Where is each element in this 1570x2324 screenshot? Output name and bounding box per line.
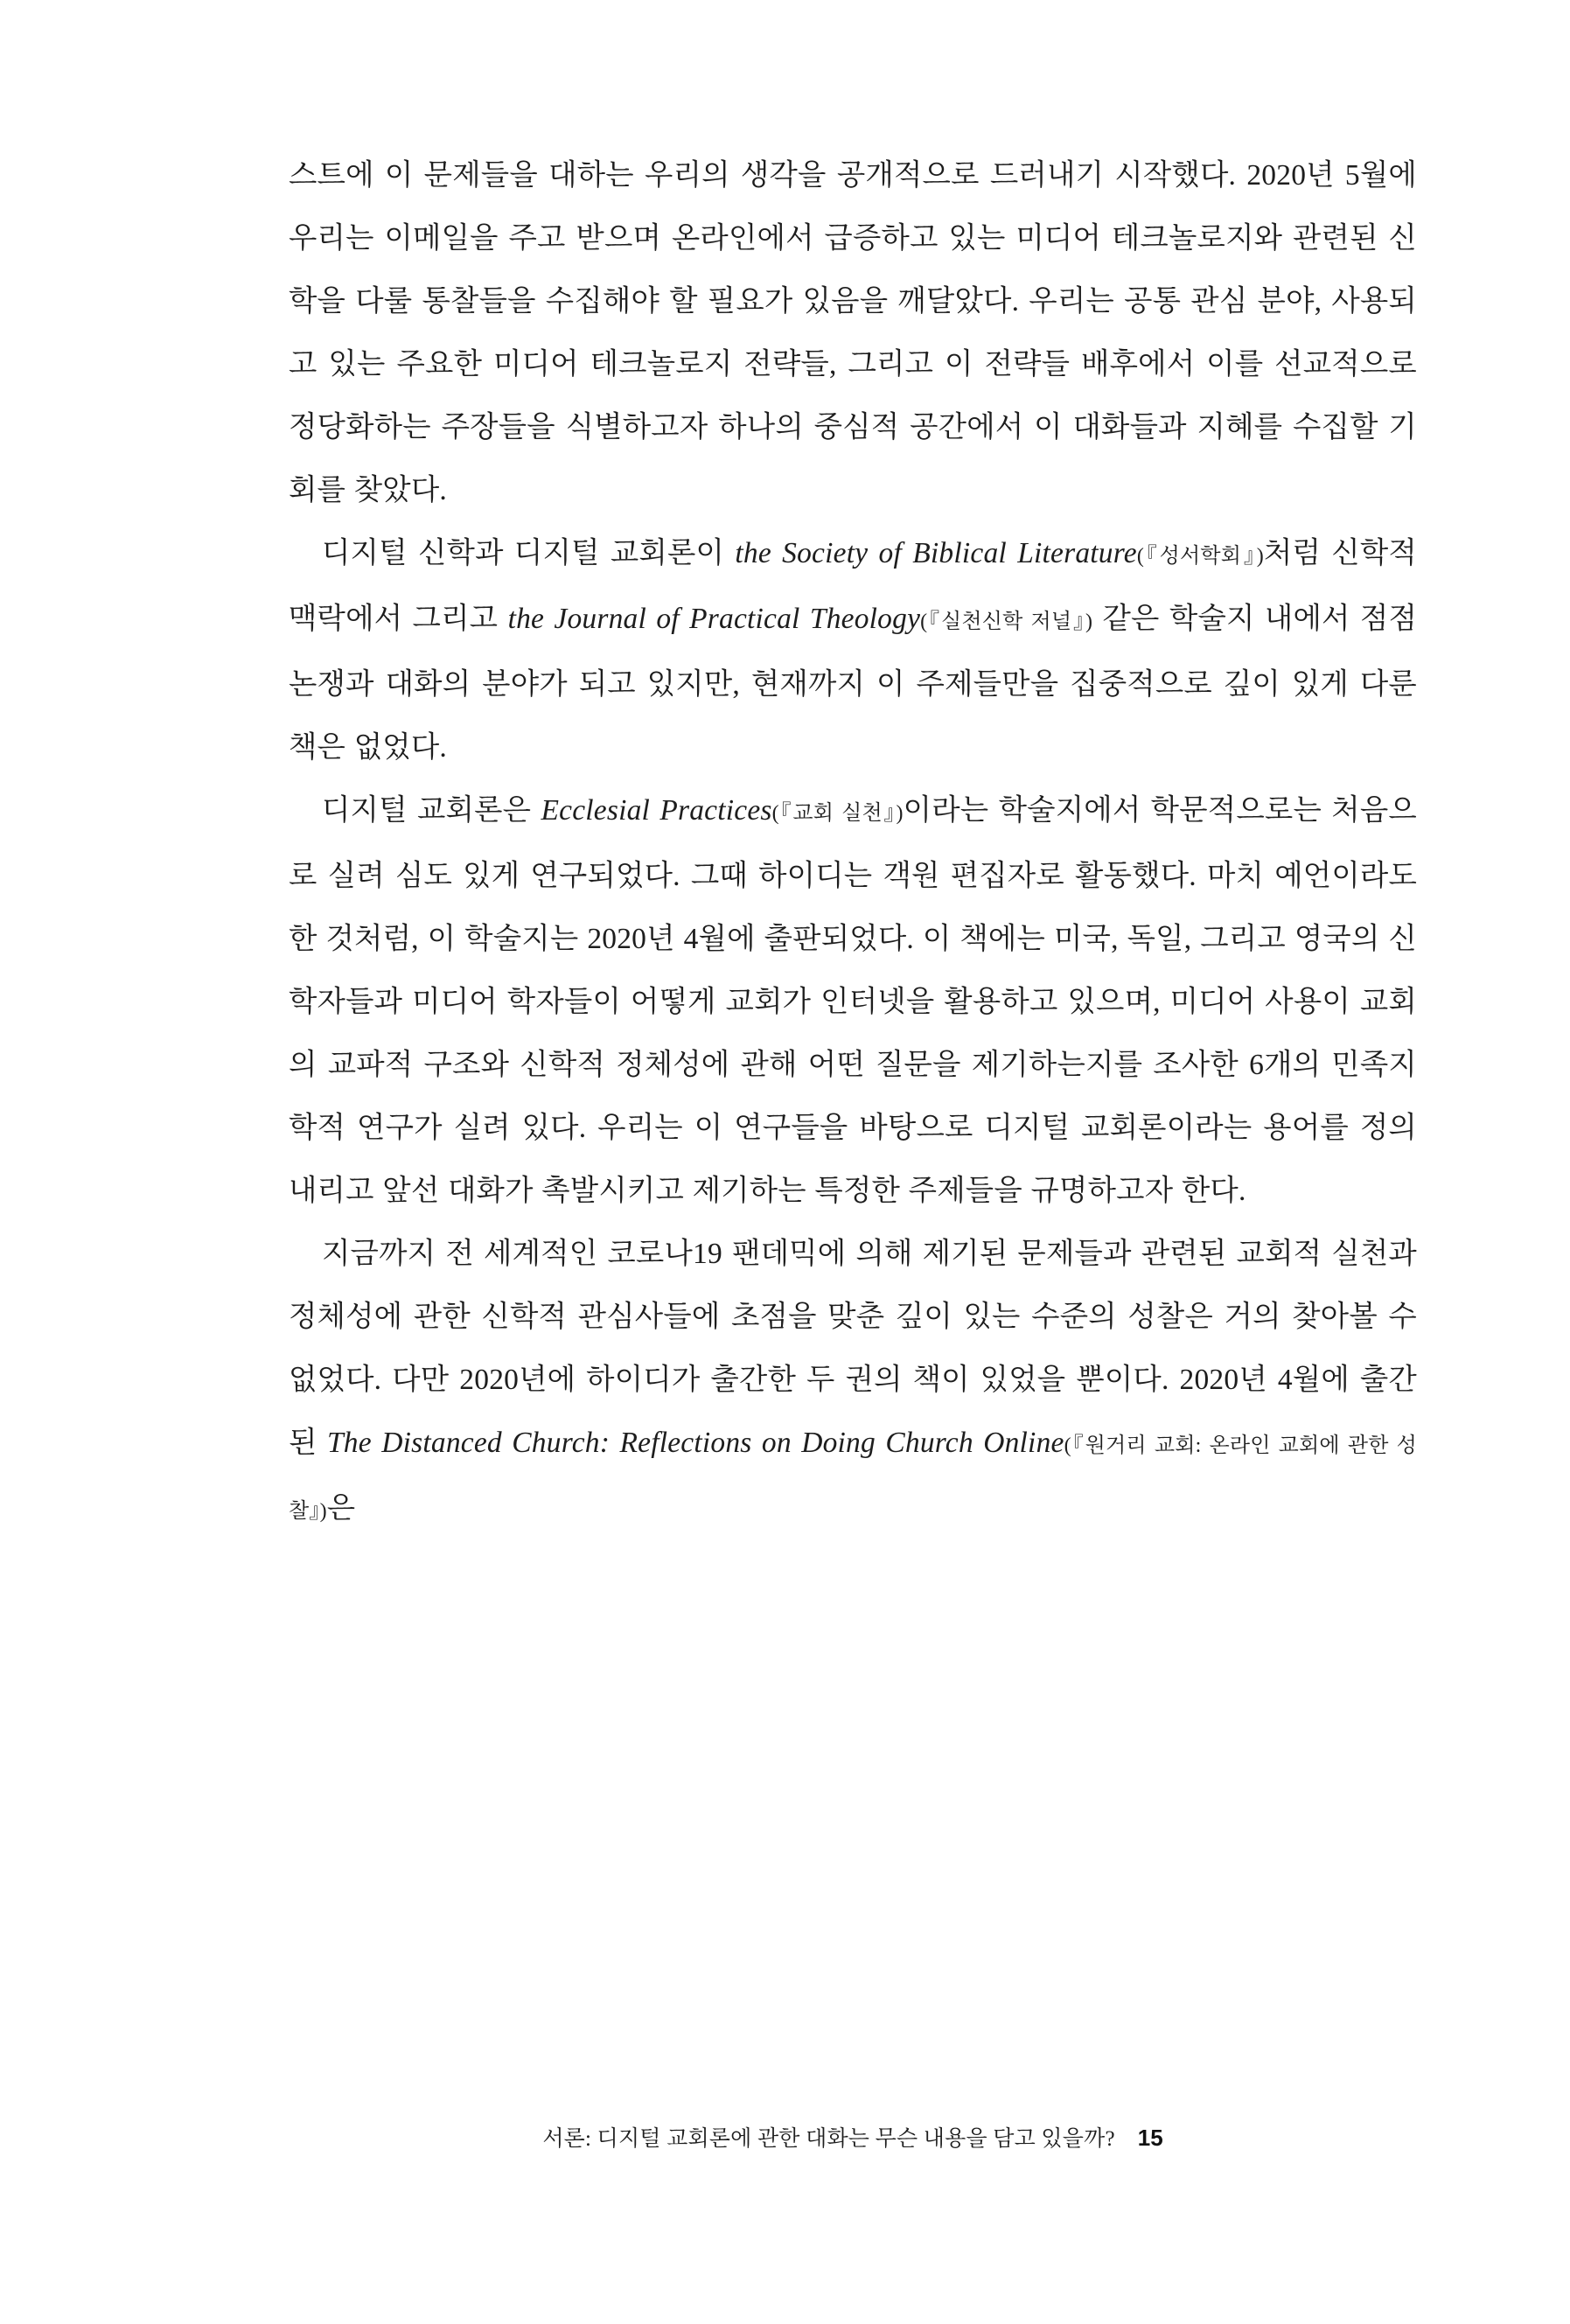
italic-title: Ecclesial Practices — [541, 794, 772, 827]
korean-gloss: (『성서학회』) — [1136, 545, 1264, 568]
body-text-column — [289, 144, 1417, 1543]
page-number: 15 — [1137, 2125, 1163, 2151]
korean-gloss: (『교회 실천』) — [771, 802, 904, 825]
paragraph-3: 디지털 교회론은 Ecclesial Practices(『교회 실천』)이라는 학술지에서 학문적으로는 처음으로 실려 심도 있게 연구되었다. 그때 하이디는 객원 편집자로 활동했다. 마치 예언이라도 한 것처럼, 이 학술지는 2020년 4월에 출판되었다. 이 책에는 미국, 독일, 그리고 영국의 신학자들과 미디어 학자들이 어떻게 교회가 인터넷을 활용하고 있으며, 미디어 사용이 교회의 교파적 구조와 신학적 정체성에 관해 어떤 질문을 제기하는지를 조사한 6개의 민족지학적 연구가 실려 있다. 우리는 이 연구들을 바탕으로 디지털 교회론이라는 용어를 정의 내리고 앞선 대화가 촉발시키고 제기하는 특정한 주제들을 규명하고자 한다. — [289, 794, 1417, 1207]
korean-gloss: (『원거리 교회: 온라인 교회에 관한 성찰』) — [289, 1434, 1418, 1523]
footer-running-title: 서론: 디지털 교회론에 관한 대화는 무슨 내용을 담고 있을까? — [542, 2127, 1115, 2151]
italic-title: The Distanced Church: Reflections on Doing Church Online — [326, 1427, 1064, 1459]
paragraph-1: 스트에 이 문제들을 대하는 우리의 생각을 공개적으로 드러내기 시작했다. 2020년 5월에 우리는 이메일을 주고 받으며 온라인에서 급증하고 있는 미디어 테크놀로지와 관련된 신학을 다룰 통찰들을 수집해야 할 필요가 있음을 깨달았다. 우리는 공통 관심 분야, 사용되고 있는 주요한 미디어 테크놀로지 전략들, 그리고 이 전략들 배후에서 이를 선교적으로 정당화하는 주장들을 식별하고자 하나의 중심적 공간에서 이 대화들과 지혜를 수집할 기회를 찾았다. — [289, 159, 1417, 506]
paragraph-4: 지금까지 전 세계적인 코로나19 팬데믹에 의해 제기된 문제들과 관련된 교회적 실천과 정체성에 관한 신학적 관심사들에 초점을 맞춘 깊이 있는 수준의 성찰은 거의 찾아볼 수 없었다. 다만 2020년에 하이디가 출간한 두 권의 책이 있었을 뿐이다. 2020년 4월에 출간된 The Distanced Church: Reflections on Doing Church Online(『원거리 교회: 온라인 교회에 관한 성찰』)은 — [289, 1238, 1418, 1525]
page-footer — [289, 2121, 1417, 2153]
italic-title: the Journal of Practical Theology — [507, 603, 921, 635]
korean-gloss: (『실천신학 저널』) — [920, 611, 1093, 633]
paragraph-2: 디지털 신학과 디지털 교회론이 the Society of Biblical Literature(『성서학회』)처럼 신학적 맥락에서 그리고 the Journal of Practical Theology(『실천신학 저널』) 같은 학술지 내에서 점점 논쟁과 대화의 분야가 되고 있지만, 현재까지 이 주제들만을 집중적으로 깊이 있게 다룬 책은 없었다. — [289, 537, 1418, 764]
italic-title: the Society of Biblical Literature — [735, 537, 1137, 569]
